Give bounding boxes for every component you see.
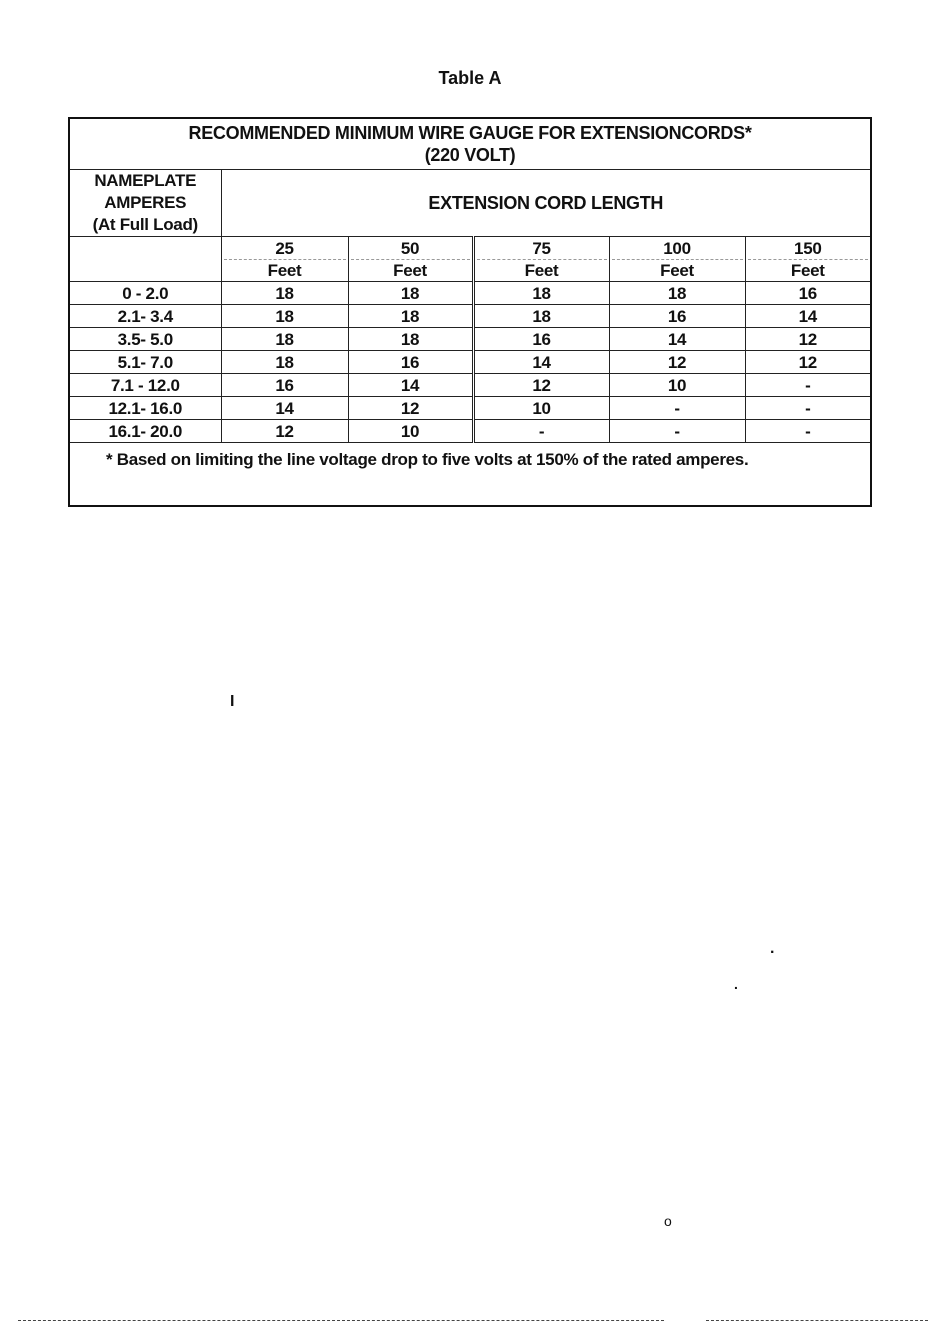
amps-cell: 0 - 2.0 <box>69 282 221 305</box>
length-header-150 <box>745 237 871 282</box>
gauge-cell: 18 <box>221 305 348 328</box>
gauge-cell: 10 <box>348 420 473 443</box>
table-title <box>69 118 871 170</box>
table-row <box>69 397 871 420</box>
length-header-75 <box>473 237 609 282</box>
length-header-100 <box>609 237 745 282</box>
amps-cell: 16.1- 20.0 <box>69 420 221 443</box>
gauge-cell: 14 <box>745 305 871 328</box>
gauge-cell: 18 <box>473 305 609 328</box>
length-header-blank <box>69 237 221 282</box>
gauge-cell: - <box>745 397 871 420</box>
gauge-cell: 14 <box>221 397 348 420</box>
length-value: 25 <box>224 238 346 260</box>
table-row <box>69 351 871 374</box>
gauge-cell: 18 <box>221 282 348 305</box>
length-value: 100 <box>612 238 743 260</box>
table-row <box>69 282 871 305</box>
length-value: 75 <box>477 238 607 260</box>
gauge-cell: 10 <box>609 374 745 397</box>
bottom-dashed-rule <box>706 1320 928 1321</box>
amps-cell: 2.1- 3.4 <box>69 305 221 328</box>
table-row <box>69 328 871 351</box>
gauge-cell: 16 <box>348 351 473 374</box>
length-unit: Feet <box>790 260 825 280</box>
gauge-cell: - <box>473 420 609 443</box>
length-value: 150 <box>748 238 869 260</box>
length-unit: Feet <box>524 260 559 280</box>
gauge-cell: 18 <box>609 282 745 305</box>
table-row <box>69 305 871 328</box>
gauge-cell: 18 <box>473 282 609 305</box>
stray-ring-mark: o <box>664 1213 672 1229</box>
length-unit: Feet <box>660 260 694 280</box>
amps-cell: 7.1 - 12.0 <box>69 374 221 397</box>
gauge-cell: - <box>745 420 871 443</box>
gauge-cell: 12 <box>745 328 871 351</box>
gauge-cell: - <box>609 397 745 420</box>
gauge-cell: 12 <box>348 397 473 420</box>
amps-cell: 3.5- 5.0 <box>69 328 221 351</box>
stray-dot-mark: . <box>734 976 738 992</box>
bottom-dashed-rule <box>18 1320 664 1321</box>
gauge-cell: 14 <box>473 351 609 374</box>
table-title-line-1: RECOMMENDED MINIMUM WIRE GAUGE FOR EXTENSIONCORDS* <box>188 123 752 143</box>
amps-cell: 5.1- 7.0 <box>69 351 221 374</box>
gauge-cell: 12 <box>473 374 609 397</box>
length-header-50 <box>348 237 473 282</box>
length-header-25 <box>221 237 348 282</box>
gauge-cell: - <box>745 374 871 397</box>
gauge-cell: 12 <box>609 351 745 374</box>
gauge-cell: 16 <box>473 328 609 351</box>
table-caption: Table A <box>438 68 502 88</box>
gauge-cell: - <box>609 420 745 443</box>
table-footnote: * Based on limiting the line voltage drop to five volts at 150% of the rated amperes. <box>69 443 871 507</box>
length-header-row <box>69 237 871 282</box>
nameplate-header-line: (At Full Load) <box>92 215 198 234</box>
amps-cell: 12.1- 16.0 <box>69 397 221 420</box>
nameplate-header-line: AMPERES <box>104 193 187 212</box>
length-unit: Feet <box>267 260 302 280</box>
gauge-cell: 16 <box>745 282 871 305</box>
table-title-line-2: (220 VOLT) <box>424 145 516 165</box>
nameplate-header-line: NAMEPLATE <box>94 171 197 190</box>
table-row <box>69 374 871 397</box>
gauge-cell: 12 <box>745 351 871 374</box>
table-row <box>69 420 871 443</box>
gauge-cell: 18 <box>348 282 473 305</box>
length-value: 50 <box>351 238 470 260</box>
gauge-cell: 16 <box>221 374 348 397</box>
cord-length-header: EXTENSION CORD LENGTH <box>221 170 871 237</box>
gauge-cell: 12 <box>221 420 348 443</box>
gauge-cell: 18 <box>348 305 473 328</box>
stray-dot-mark: . <box>770 940 775 957</box>
gauge-cell: 14 <box>609 328 745 351</box>
gauge-cell: 16 <box>609 305 745 328</box>
gauge-cell: 14 <box>348 374 473 397</box>
wire-gauge-table <box>68 117 872 507</box>
stray-bar-mark: I <box>230 693 235 710</box>
gauge-cell: 18 <box>348 328 473 351</box>
nameplate-amperes-header <box>69 170 221 237</box>
length-unit: Feet <box>393 260 427 280</box>
gauge-cell: 18 <box>221 351 348 374</box>
gauge-cell: 10 <box>473 397 609 420</box>
gauge-cell: 18 <box>221 328 348 351</box>
